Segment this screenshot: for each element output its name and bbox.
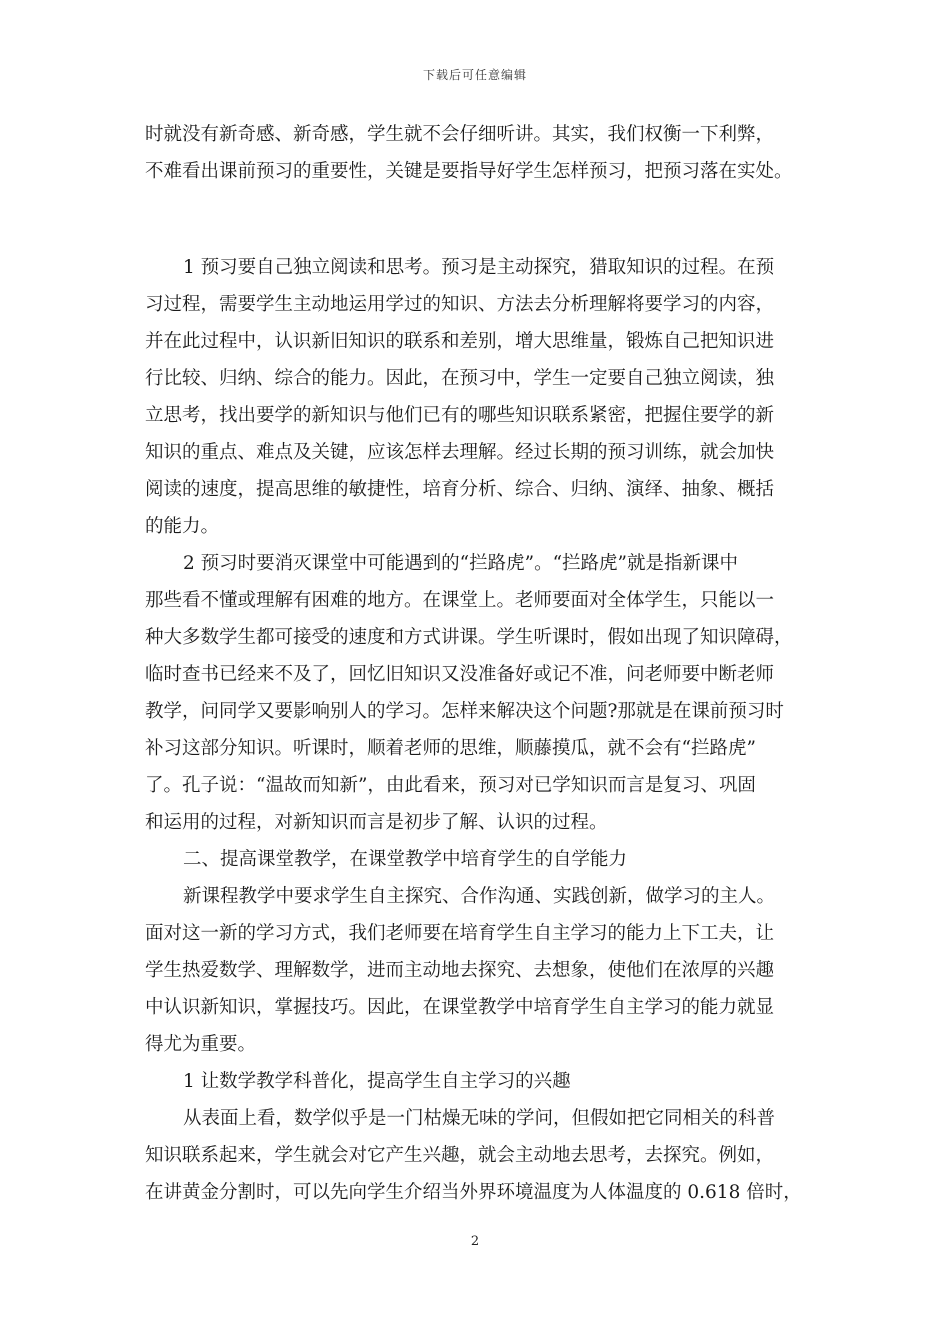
text-line: 时就没有新奇感、新奇感，学生就不会仔细听讲。其实，我们权衡一下利弊，: [145, 124, 775, 145]
text-line: 面对这一新的学习方式，我们老师要在培育学生自主学习的能力上下工夫，让: [145, 923, 775, 944]
text-line: 从表面上看，数学似乎是一门枯燥无味的学问，但假如把它同相关的科普: [183, 1108, 776, 1129]
text-line: 行比较、归纳、综合的能力。因此，在预习中，学生一定要自己独立阅读，独: [145, 368, 775, 389]
text-line: 知识联系起来，学生就会对它产生兴趣，就会主动地去思考，去探究。例如，: [145, 1145, 775, 1166]
text-line: 1 预习要自己独立阅读和思考。预习是主动探究，猎取知识的过程。在预: [183, 257, 775, 278]
text-line: 新课程教学中要求学生自主探究、合作沟通、实践创新，做学习的主人。: [183, 886, 776, 907]
text-line: 了。孔子说：“温故而知新”，由此看来，预习对已学知识而言是复习、巩固: [145, 775, 756, 796]
text-line: 学生热爱数学、理解数学，进而主动地去探究、去想象，使他们在浓厚的兴趣: [145, 960, 775, 981]
text-line: 那些看不懂或理解有困难的地方。在课堂上。老师要面对全体学生，只能以一: [145, 590, 775, 611]
section-heading: 二、提高课堂教学，在课堂教学中培育学生的自学能力: [183, 849, 628, 870]
text-line: 在讲黄金分割时，可以先向学生介绍当外界环境温度为人体温度的 0.618 倍时，: [145, 1182, 802, 1203]
text-line: 2 预习时要消灭课堂中可能遇到的“拦路虎”。“拦路虎”就是指新课中: [183, 553, 738, 574]
text-line: 和运用的过程，对新知识而言是初步了解、认识的过程。: [145, 812, 608, 833]
text-line: 知识的重点、难点及关键，应该怎样去理解。经过长期的预习训练，就会加快: [145, 442, 775, 463]
text-line: 不难看出课前预习的重要性，关键是要指导好学生怎样预习，把预习落在实处。: [145, 161, 793, 182]
text-line: 习过程，需要学生主动地运用学过的知识、方法去分析理解将要学习的内容，: [145, 294, 775, 315]
text-line: 补习这部分知识。听课时，顺着老师的思维，顺藤摸瓜，就不会有“拦路虎”: [145, 738, 756, 759]
text-line: 立思考，找出要学的新知识与他们已有的哪些知识联系紧密，把握住要学的新: [145, 405, 775, 426]
document-body: [145, 116, 815, 1211]
text-line: 并在此过程中，认识新旧知识的联系和差别，增大思维量，锻炼自己把知识进: [145, 331, 775, 352]
text-line: 中认识新知识，掌握技巧。因此，在课堂教学中培育学生自主学习的能力就显: [145, 997, 775, 1018]
text-line: 教学，问同学又要影响别人的学习。怎样来解决这个问题?那就是在课前预习时: [145, 701, 784, 722]
text-line: 阅读的速度，提高思维的敏捷性，培育分析、综合、归纳、演绎、抽象、概括: [145, 479, 775, 500]
text-line: 临时查书已经来不及了，回忆旧知识又没准备好或记不准，问老师要中断老师: [145, 664, 775, 685]
paragraph-gap: [145, 190, 815, 249]
text-line: 种大多数学生都可接受的速度和方式讲课。学生听课时，假如出现了知识障碍，: [145, 627, 793, 648]
page-header: 下载后可任意编辑: [422, 68, 527, 82]
text-line: 的能力。: [145, 516, 220, 537]
subsection-heading: 1 让数学教学科普化，提高学生自主学习的兴趣: [183, 1071, 571, 1092]
page-number: 2: [470, 1234, 480, 1249]
text-line: 得尤为重要。: [145, 1034, 257, 1055]
